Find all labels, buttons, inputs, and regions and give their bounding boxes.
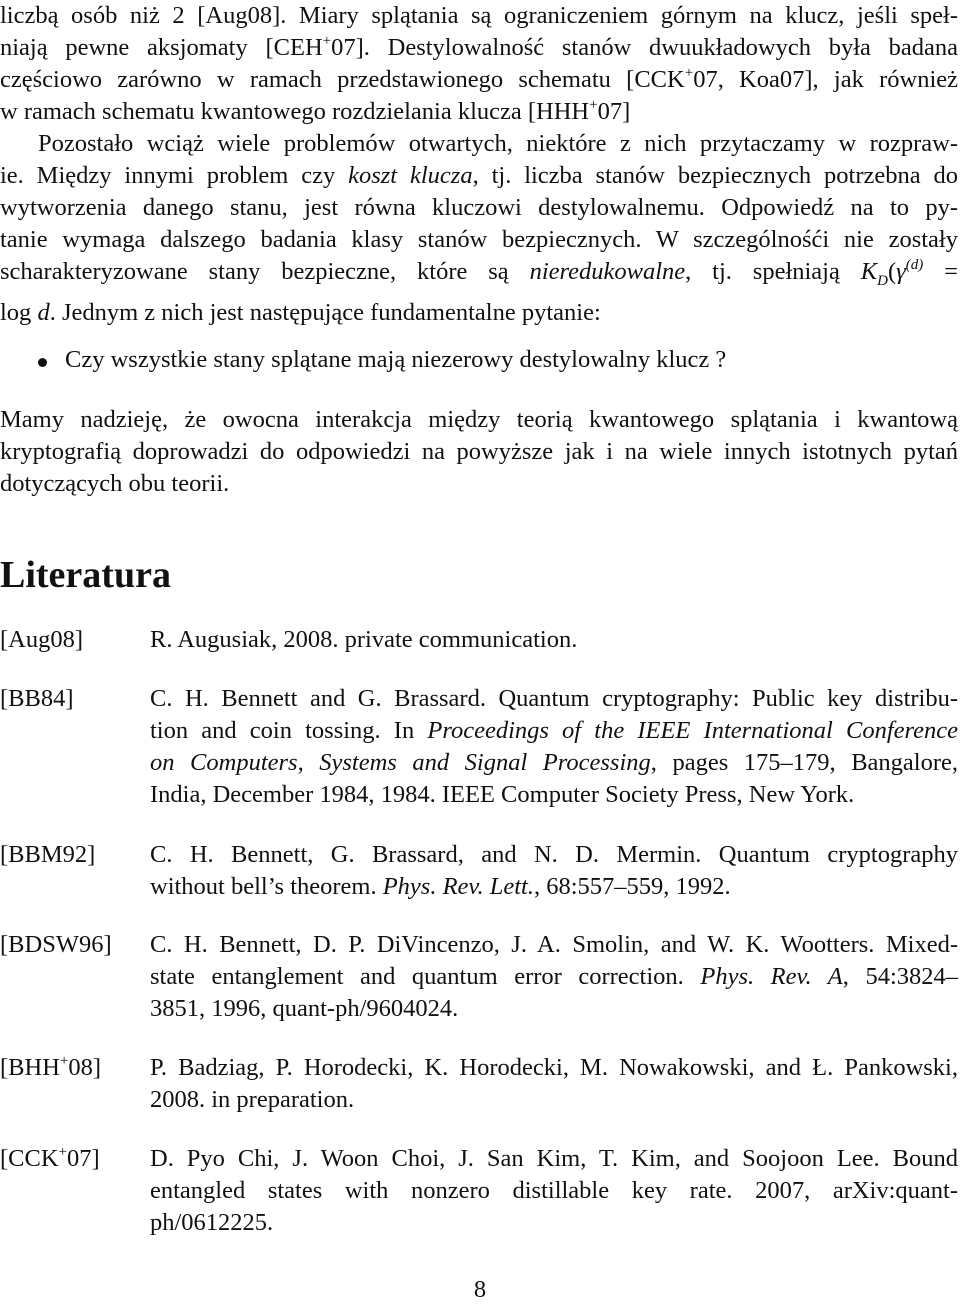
text-line: częściowo zarówno w ramach przedstawionego schematu [CCK+07, Koa07], jak również	[0, 65, 958, 93]
text-line: kryptografią doprowadzi do odpowiedzi na powyższe jak i na wiele innych istotnych pytań	[0, 438, 958, 465]
bib-label: [CCK+07]	[0, 1144, 100, 1172]
open-problems-paragraph	[0, 128, 958, 329]
text-line: niają pewne aksjomaty [CEH+07]. Destylowalność stanów dwuukładowych była badana	[0, 33, 958, 61]
bib-text: C. H. Bennett and G. Brassard. Quantum cryptography: Public key distribu- tion and coin tossing. In Proceedings of the IEEE International Conference on Computers, Systems and Signal Processing, pages 175–179, Bangalore, India, December 1984, 1984. IEEE Computer Society Press, New York.	[150, 685, 958, 808]
bib-label: [BDSW96]	[0, 931, 112, 958]
bib-label: [Aug08]	[0, 626, 84, 653]
intro-paragraph	[0, 0, 958, 128]
text-line: Pozostało wciąż wiele problemów otwartych, niektóre z nich przytaczamy w rozpraw-	[38, 130, 958, 157]
bib-label: [BBM92]	[0, 841, 96, 868]
bib-text: P. Badziag, P. Horodecki, K. Horodecki, M. Nowakowski, and Ł. Pankowski, 2008. in preparation.	[150, 1054, 958, 1113]
term-key-cost: koszt klucza	[348, 162, 473, 189]
text-line: dotyczących obu teorii.	[0, 470, 230, 497]
text-line: liczbą osób niż 2 [Aug08]. Miary splątania są ograniczeniem górnym na klucz, jeśli speł-	[0, 2, 958, 29]
math-expression: $K_D(\gamma^{(d)}$ =	[860, 257, 958, 289]
page-number: 8	[473, 1276, 487, 1303]
section-title: Literatura	[0, 554, 171, 596]
bib-text: C. H. Bennett, G. Brassard, and N. D. Mermin. Quantum cryptography without bell’s theorem. Phys. Rev. Lett., 68:557–559, 1992.	[150, 841, 958, 900]
bib-text: R. Augusiak, 2008. private communication.	[150, 626, 578, 653]
text-line: log d. Jednym z nich jest następujące fundamentalne pytanie:	[0, 298, 601, 326]
bib-label: [BHH+08]	[0, 1053, 102, 1081]
text-line: tanie wymaga dalszego badania klasy stanów bezpiecznych. W szczególnośći nie zostały	[0, 226, 958, 253]
closing-paragraph	[0, 404, 958, 500]
text-line: scharakteryzowane stany bezpieczne, które są nieredukowalne, tj. spełniają $K_D(\gamma^{(d)}$ =	[0, 257, 958, 289]
bullet-icon	[38, 358, 47, 367]
text-line: ie. Między innymi problem czy koszt klucza, tj. liczba stanów bezpiecznych potrzebna do	[0, 162, 958, 189]
bullet-text: Czy wszystkie stany splątane mają niezerowy destylowalny klucz ?	[65, 346, 727, 373]
text-line: w ramach schematu kwantowego rozdzielania klucza [HHH+07]	[0, 97, 631, 125]
bib-text: C. H. Bennett, D. P. DiVincenzo, J. A. Smolin, and W. K. Wootters. Mixed- state entanglement and quantum error correction. Phys. Rev. A, 54:3824– 3851, 1996, quant-ph/9604024.	[150, 931, 959, 1022]
term-irreducible: nieredukowalne	[529, 258, 686, 285]
bib-text: D. Pyo Chi, J. Woon Choi, J. San Kim, T. Kim, and Soojoon Lee. Bound entangled states with nonzero distillable key rate. 2007, arXiv:quant- ph/0612225.	[150, 1145, 958, 1236]
text-line: Mamy nadzieję, że owocna interakcja między teorią kwantowego splątania i kwantową	[0, 406, 958, 433]
bullet-item	[38, 340, 726, 380]
text-line: wytworzenia danego stanu, jest równa kluczowi destylowalnemu. Odpowiedź na to py-	[0, 194, 958, 221]
bib-label: [BB84]	[0, 685, 74, 712]
